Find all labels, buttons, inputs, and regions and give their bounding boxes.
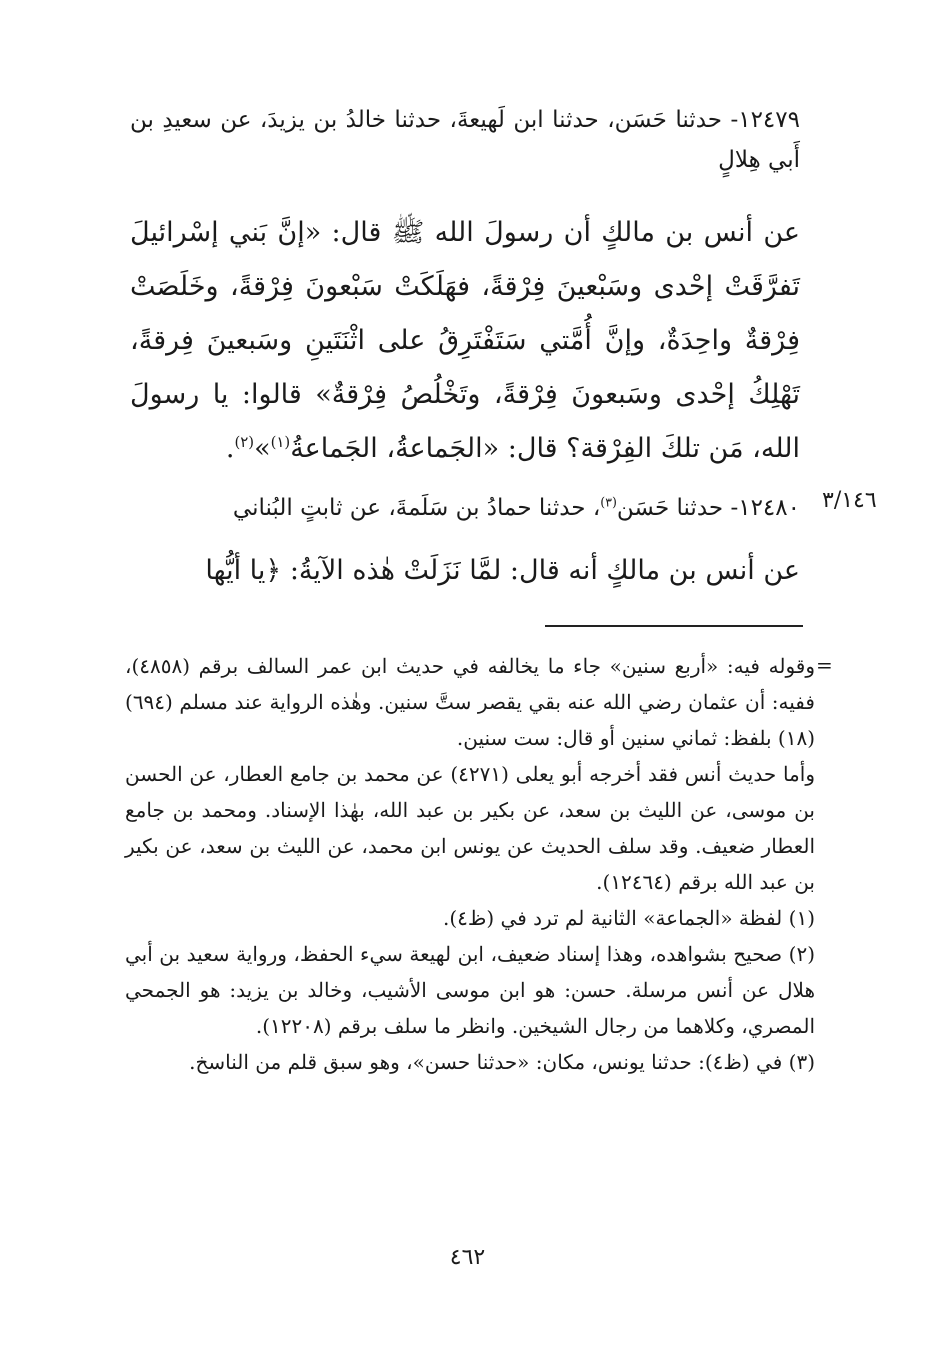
isnad-text: حدثنا حَسَن، حدثنا ابن لَهيعةَ، حدثنا خالدُ بن يزيدَ، عن سعيدِ بن أَبي هِلالٍ bbox=[130, 107, 800, 173]
hadith-12479-matn bbox=[130, 206, 800, 476]
footnote-ref: (٢) bbox=[234, 433, 255, 451]
footnote-continuation-1: وقوله فيه: «أربع سنين» جاء ما يخالفه في حديث ابن عمر السالف برقم (٤٨٥٨)، ففيه: أن عثمان رضي الله عنه بقي يقصر ستَّ سنين. وهٰذه الرواية عند مسلم (٦٩٤) (١٨) بلفظ: ثماني سنين أو قال: ست سنين. bbox=[125, 654, 815, 750]
continuation-marker: = bbox=[816, 653, 833, 677]
sentence-end: . bbox=[225, 433, 235, 464]
quote-close: » bbox=[254, 433, 271, 464]
isnad-text-b: ، حدثنا حمادُ بن سَلَمةَ، عن ثابتٍ البُناني bbox=[232, 495, 601, 521]
footnote-separator bbox=[545, 625, 803, 627]
footnotes bbox=[125, 648, 815, 1080]
hadith-number: ١٢٤٨٠- bbox=[730, 495, 800, 521]
hadith-12480-isnad bbox=[130, 488, 800, 528]
isnad-text-a: حدثنا حَسَن bbox=[616, 495, 724, 521]
footnote-ref: (١) bbox=[270, 433, 291, 451]
footnote-1: (١) لفظة «الجماعة» الثانية لم ترد في (ظ٤). bbox=[442, 906, 815, 930]
matn-text: عن أنس بن مالكٍ أنه قال: لمَّا نَزَلَتْ هٰذه الآيةُ: ﴿يا أيُّها bbox=[205, 555, 800, 586]
hadith-12480-matn bbox=[130, 544, 800, 598]
margin-reference: ٣/١٤٦ bbox=[822, 488, 877, 513]
footnote-2: (٢) صحيح بشواهده، وهذا إسناد ضعيف، ابن لهيعة سيء الحفظ، ورواية سعيد بن أبي هلال عن أنس مرسلة. حسن: هو ابن موسى الأشيب، وخالد بن يزيد: هو الجمحي المصري، وكلاهما من رجال الشيخين. وانظر ما سلف برقم (١٢٢٠٨). bbox=[125, 942, 815, 1038]
page-number: ٤٦٢ bbox=[449, 1245, 486, 1270]
hadith-number: ١٢٤٧٩- bbox=[730, 107, 800, 133]
hadith-12479-isnad bbox=[130, 100, 800, 180]
footnote-ref: (٣) bbox=[600, 494, 617, 510]
footnote-3: (٣) في (ظ٤): حدثنا يونس، مكان: «حدثنا حسن»، وهو سبق قلم من الناسخ. bbox=[189, 1050, 815, 1074]
matn-text: عن أنس بن مالكٍ أن رسولَ الله ﷺ قال: «إنَّ بَني إسْرائيلَ تَفرَّقَتْ إحْدى وسَبْعينَ فِرْقةً، فهَلَكَتْ سَبْعونَ فِرْقةً، وخَلَصَتْ فِرْقةٌ واحِدَةٌ، وإنَّ أُمَّتي سَتَفْتَرِقُ على اثْنَتَينِ وسَبعينَ فِرقةً، تَهْلِكُ إحْدى وسَبعونَ فِرْقةً، وتَخْلُصُ فِرْقةٌ» قالوا: يا رسولَ الله، مَن تلكَ الفِرْقة؟ قال: «الجَماعةُ، الجَماعةُ bbox=[130, 217, 800, 464]
footnote-continuation-2: وأما حديث أنس فقد أخرجه أبو يعلى (٤٢٧١) عن محمد بن جامع العطار، عن الحسن بن موسى، عن الليث بن سعد، عن بكير بن عبد الله، بهٰذا الإسناد. ومحمد بن جامع العطار ضعيف. وقد سلف الحديث عن يونس ابن محمد، عن الليث بن سعد، عن بكير بن عبد الله برقم (١٢٤٦٤). bbox=[125, 762, 815, 894]
